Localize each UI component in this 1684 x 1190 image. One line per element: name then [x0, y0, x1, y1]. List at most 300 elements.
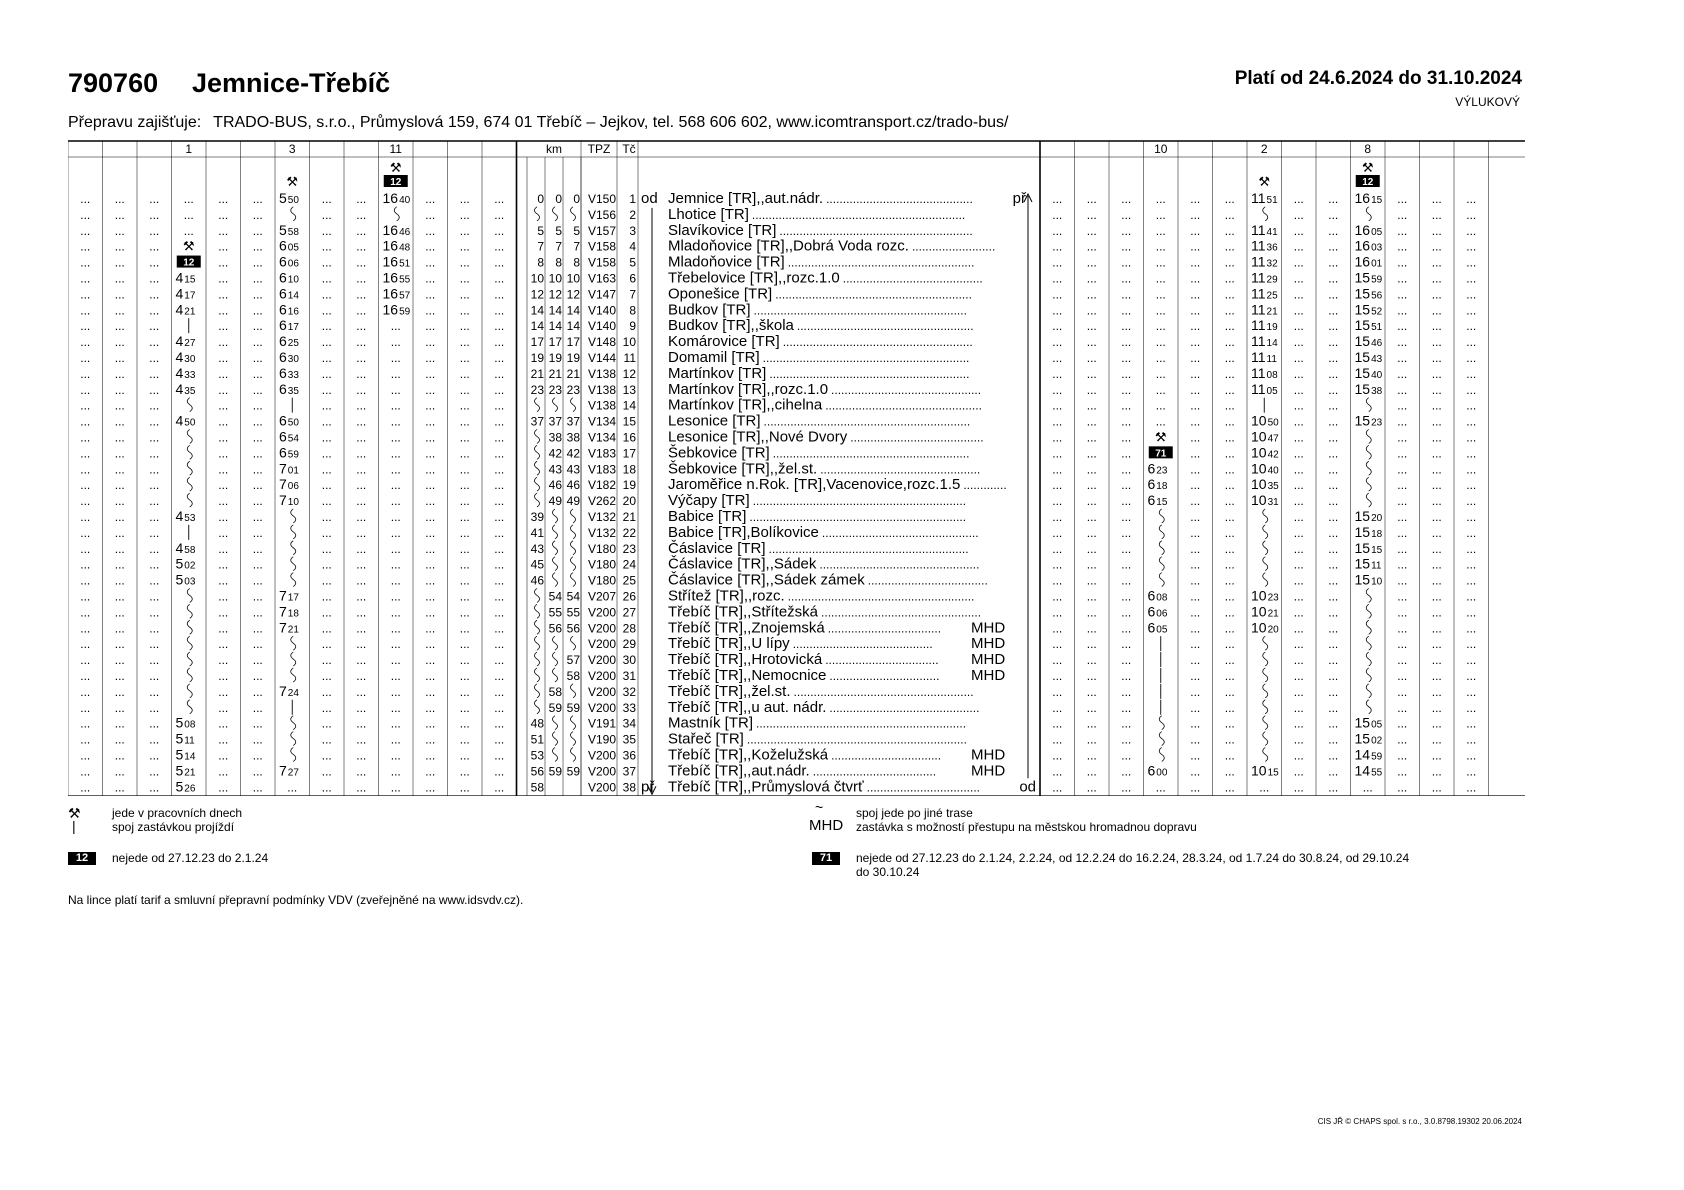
left-time-cell: ... [252, 700, 263, 715]
left-time-cell: ... [218, 716, 229, 731]
left-time-cell: ... [218, 668, 229, 683]
right-time-cell: ... [1052, 255, 1063, 270]
right-time-cell-other-route-icon [1263, 716, 1268, 730]
right-time-cell: ... [1431, 764, 1442, 779]
right-time-cell: ... [1121, 191, 1132, 206]
left-workdays-icon: ⚒ [182, 238, 195, 254]
left-time-cell: ... [149, 398, 160, 413]
leader-dots: .......................................................... [779, 223, 973, 238]
left-time-cell: ... [149, 287, 160, 302]
right-time-cell: ... [1190, 398, 1201, 413]
right-time-cell: ... [1086, 287, 1097, 302]
right-time-cell: ... [1293, 494, 1304, 509]
tpz-value: V182 [587, 478, 616, 493]
left-time-cell: ... [425, 653, 436, 668]
left-time-cell: ... [114, 366, 125, 381]
left-time-cell-other-route-icon [187, 700, 192, 714]
right-time-cell: ... [1121, 509, 1132, 524]
right-time-cell: ... [1224, 764, 1235, 779]
right-time-cell: ... [1224, 303, 1235, 318]
left-time-cell: 617 [279, 317, 299, 334]
left-time-cell: ... [80, 191, 91, 206]
right-time-cell-other-route-icon [1366, 477, 1371, 491]
left-time-cell: ... [252, 653, 263, 668]
right-time-cell: ... [1086, 573, 1097, 588]
right-time-cell: 1523 [1354, 412, 1383, 429]
left-time-cell: ... [321, 366, 332, 381]
left-time-cell: ... [149, 494, 160, 509]
right-time-cell: 1020 [1251, 619, 1279, 636]
right-time-cell: ... [1397, 653, 1408, 668]
tpz-value: V158 [587, 239, 616, 254]
left-trip-number: 11 [389, 142, 402, 156]
right-time-cell-other-route-icon [1159, 509, 1164, 523]
left-time-cell: 1648 [382, 237, 411, 254]
left-time-cell: ... [390, 446, 401, 461]
left-time-cell: ... [114, 239, 125, 254]
km-value: 43 [548, 462, 562, 477]
right-time-cell: ... [1190, 668, 1201, 683]
left-time-cell: ... [390, 541, 401, 556]
tpz-value: V148 [587, 335, 616, 350]
km-other-route-icon [571, 573, 576, 587]
right-time-cell: ... [1086, 700, 1097, 715]
stop-name: Martínkov [TR],,cihelna [668, 396, 823, 414]
legend-workdays: jede v pracovních dnech [112, 806, 243, 820]
tpz-value: V200 [587, 637, 616, 652]
right-time-cell: ... [1293, 303, 1304, 318]
km-other-route-icon [571, 207, 576, 221]
right-time-cell: ... [1397, 525, 1408, 540]
left-time-cell: ... [494, 335, 505, 350]
right-time-cell: ... [1293, 605, 1304, 620]
tpz-value: V200 [587, 668, 616, 683]
left-time-cell: ... [425, 589, 436, 604]
tpz-value: V158 [587, 255, 616, 270]
right-time-cell: ... [1121, 557, 1132, 572]
left-time-cell: 625 [279, 333, 299, 350]
left-time-cell: ... [356, 716, 367, 731]
km-value: 37 [548, 414, 562, 429]
tariff-note: Na lince platí tarif a smluvní přepravní podmínky VDV (zveřejněné na www.idsvdv.cz). [68, 893, 524, 907]
tpz-value: V200 [587, 700, 616, 715]
left-time-cell: ... [149, 573, 160, 588]
km-other-route-icon [535, 588, 540, 602]
tpz-value: V200 [587, 748, 616, 763]
right-time-cell: ... [1397, 668, 1408, 683]
stop-name: Třebelovice [TR],,rozc.1.0 [668, 269, 840, 287]
right-time-cell: ... [1052, 446, 1063, 461]
left-time-cell: ... [390, 430, 401, 445]
right-time-cell: 1023 [1251, 587, 1279, 604]
left-time-cell: ... [494, 303, 505, 318]
tc-value: 7 [629, 287, 636, 302]
right-time-cell: ... [1293, 350, 1304, 365]
leader-dots: ................................. [829, 668, 940, 683]
left-time-cell: ... [80, 716, 91, 731]
km-value: 21 [566, 366, 580, 381]
right-time-cell: ... [1466, 319, 1477, 334]
tc-value: 3 [629, 223, 636, 238]
right-time-cell: ... [1086, 430, 1097, 445]
left-note-badge-text: 12 [183, 257, 195, 269]
left-time-cell: ... [390, 478, 401, 493]
right-time-cell: ... [1466, 732, 1477, 747]
left-time-cell: ... [425, 509, 436, 524]
right-time-cell: ... [1328, 716, 1339, 731]
left-time-cell: ... [459, 605, 470, 620]
left-time-cell-other-route-icon [291, 573, 296, 587]
left-time-cell: ... [80, 732, 91, 747]
left-time-cell: ... [459, 382, 470, 397]
left-time-cell: ... [494, 478, 505, 493]
right-time-cell-other-route-icon [1263, 732, 1268, 746]
tc-value: 11 [623, 350, 636, 365]
tpz-value: V191 [587, 716, 616, 731]
left-time-cell: ... [321, 430, 332, 445]
left-time-cell: ... [252, 191, 263, 206]
left-time-cell: ... [114, 271, 125, 286]
tpz-value: V132 [587, 509, 616, 524]
left-time-cell: ... [218, 764, 229, 779]
right-time-cell: ... [1224, 191, 1235, 206]
leader-dots: .............................................................. [762, 350, 970, 365]
left-trip-number: 1 [185, 142, 193, 156]
right-time-cell: ... [1086, 494, 1097, 509]
right-time-cell: ... [1121, 446, 1132, 461]
left-time-cell: ... [252, 557, 263, 572]
left-time-cell: ... [80, 303, 91, 318]
right-time-cell: ... [1224, 653, 1235, 668]
stop-name: Střítež [TR],,rozc. [668, 587, 785, 605]
left-time-cell: 1640 [382, 189, 411, 206]
left-time-cell: 610 [279, 269, 299, 286]
tc-value: 4 [629, 239, 636, 254]
right-time-cell: ... [1431, 684, 1442, 699]
left-time-cell: ... [252, 494, 263, 509]
left-time-cell-other-route-icon [187, 620, 192, 634]
right-time-cell: 623 [1147, 460, 1168, 477]
left-time-cell: 605 [279, 237, 299, 254]
right-time-cell: ... [1397, 398, 1408, 413]
left-time-cell: ... [459, 541, 470, 556]
right-time-cell: ... [1328, 621, 1339, 636]
left-time-cell: 503 [175, 571, 196, 588]
left-time-cell: 701 [279, 460, 299, 477]
left-time-cell: ... [356, 478, 367, 493]
left-time-cell: 417 [175, 285, 196, 302]
leader-dots: ................................................................ [751, 207, 966, 222]
passes-icon: | [72, 818, 76, 834]
leader-dots: ............................................. [831, 382, 982, 397]
left-time-cell: ... [149, 525, 160, 540]
right-time-cell: ... [1052, 335, 1063, 350]
left-time-cell: 453 [175, 507, 196, 524]
left-time-cell: ... [149, 239, 160, 254]
left-time-cell: ... [425, 700, 436, 715]
mhd-label: MHD [971, 746, 1006, 764]
left-time-cell: ... [114, 319, 125, 334]
right-time-cell: ... [1052, 557, 1063, 572]
km-value: 42 [566, 446, 580, 461]
leader-dots: ............. [963, 478, 1007, 493]
leader-dots: ................................................................. [749, 509, 967, 524]
left-time-cell: ... [356, 764, 367, 779]
left-time-cell: ... [218, 239, 229, 254]
stop-name: Třebíč [TR],,Hrotovická [668, 651, 823, 669]
right-time-cell: ... [1052, 509, 1063, 524]
left-time-cell: ... [459, 430, 470, 445]
km-other-route-icon [535, 493, 540, 507]
km-other-route-icon [571, 525, 576, 539]
tpz-value: V140 [587, 303, 616, 318]
km-value: 12 [530, 287, 544, 302]
right-time-cell: ... [1155, 335, 1166, 350]
left-time-cell: ... [80, 287, 91, 302]
right-time-cell: ... [1052, 414, 1063, 429]
left-time-cell: ... [149, 271, 160, 286]
left-time-cell: 1657 [382, 285, 411, 302]
right-time-cell: ... [1466, 525, 1477, 540]
left-time-cell: ... [356, 191, 367, 206]
tc-value: 24 [622, 557, 636, 572]
left-time-cell: ... [252, 684, 263, 699]
left-time-cell: ... [425, 732, 436, 747]
tpz-value: V180 [587, 541, 616, 556]
left-time-cell: ... [218, 462, 229, 477]
km-value: 43 [566, 462, 580, 477]
left-time-cell: ... [390, 525, 401, 540]
tpz-value: V180 [587, 557, 616, 572]
left-time-cell: ... [459, 478, 470, 493]
left-time-cell: 1659 [382, 301, 411, 318]
left-time-cell: ... [459, 223, 470, 238]
right-time-cell: 1615 [1354, 189, 1383, 206]
leader-dots: ............................................... [825, 398, 982, 413]
right-time-cell: ... [1052, 191, 1063, 206]
right-time-cell: 1021 [1251, 603, 1279, 620]
leader-dots: .................................... [867, 573, 988, 588]
km-value: 56 [530, 764, 544, 779]
left-time-cell: ... [183, 191, 194, 206]
stop-name: Stařeč [TR] [668, 730, 744, 748]
km-other-route-icon [571, 636, 576, 650]
right-time-cell-other-route-icon [1263, 509, 1268, 523]
left-time-cell: ... [218, 430, 229, 445]
left-time-cell: ... [114, 287, 125, 302]
left-time-cell: ... [80, 573, 91, 588]
left-time-cell: ... [114, 255, 125, 270]
tpz-value: V138 [587, 398, 616, 413]
left-time-cell: ... [356, 589, 367, 604]
right-time-cell: ... [1293, 287, 1304, 302]
right-time-cell: 1559 [1354, 269, 1383, 286]
right-time-cell: ... [1224, 430, 1235, 445]
left-time-cell: ... [80, 621, 91, 636]
left-time-cell: ... [114, 668, 125, 683]
left-time-cell: ... [114, 700, 125, 715]
left-time-cell: ... [390, 494, 401, 509]
right-time-cell: 608 [1147, 587, 1168, 604]
left-time-cell-other-route-icon [291, 652, 296, 666]
right-time-cell: 1040 [1251, 460, 1279, 477]
left-time-cell: ... [390, 637, 401, 652]
km-other-route-icon [553, 732, 558, 746]
left-time-cell: ... [252, 319, 263, 334]
right-time-cell: ... [1293, 462, 1304, 477]
right-time-cell: ... [1190, 573, 1201, 588]
left-time-cell: ... [114, 350, 125, 365]
tpz-value: V138 [587, 366, 616, 381]
tc-value: 14 [622, 398, 636, 413]
left-time-cell: ... [459, 716, 470, 731]
right-time-cell-other-route-icon [1263, 747, 1268, 761]
left-time-cell: ... [494, 525, 505, 540]
legend-mhd: zastávka s možností přestupu na městskou hromadnou dopravu [856, 820, 1197, 834]
right-time-cell-other-route-icon [1263, 573, 1268, 587]
left-time-cell: ... [252, 366, 263, 381]
right-time-cell: ... [1121, 764, 1132, 779]
right-time-cell: ... [1362, 780, 1373, 795]
tpz-value: V132 [587, 525, 616, 540]
tc-value: 21 [622, 509, 636, 524]
right-time-cell: ... [1466, 637, 1477, 652]
right-time-cell: ... [1328, 732, 1339, 747]
right-time-cell: ... [1190, 430, 1201, 445]
left-time-cell: ... [218, 541, 229, 556]
left-time-cell: ... [114, 382, 125, 397]
left-time-cell: ... [80, 207, 91, 222]
left-time-cell: ... [494, 509, 505, 524]
left-time-cell: ... [390, 700, 401, 715]
left-time-cell: ... [356, 700, 367, 715]
tc-value: 18 [622, 462, 636, 477]
right-time-cell: 1031 [1251, 492, 1279, 509]
km-other-route-icon [535, 684, 540, 698]
left-time-cell: 650 [279, 412, 299, 429]
km-value: 55 [548, 605, 562, 620]
left-time-cell: ... [425, 382, 436, 397]
right-time-cell-other-route-icon [1366, 445, 1371, 459]
left-time-cell: ... [356, 668, 367, 683]
km-header: km [546, 142, 562, 156]
left-time-cell: ... [425, 764, 436, 779]
left-time-cell: ... [218, 335, 229, 350]
right-time-cell: ... [1052, 303, 1063, 318]
left-time-cell: ... [114, 446, 125, 461]
left-time-cell: 717 [279, 587, 299, 604]
right-time-cell-other-route-icon [1263, 525, 1268, 539]
km-other-route-icon [571, 398, 576, 412]
right-time-cell-other-route-icon [1366, 588, 1371, 602]
right-time-cell: ... [1431, 557, 1442, 572]
left-time-cell: ... [252, 335, 263, 350]
tc-value: 28 [622, 621, 636, 636]
leader-dots: .................................. [827, 621, 942, 636]
km-value: 12 [548, 287, 562, 302]
right-time-cell: ... [1052, 430, 1063, 445]
left-time-cell: 1651 [382, 253, 411, 270]
right-time-cell: ... [1052, 239, 1063, 254]
right-time-cell-other-route-icon [1159, 557, 1164, 571]
left-time-cell: ... [356, 430, 367, 445]
left-time-cell: ... [356, 271, 367, 286]
left-time-cell: 511 [175, 730, 195, 747]
right-time-cell-other-route-icon [1366, 652, 1371, 666]
right-time-cell-other-route-icon [1263, 541, 1268, 555]
right-time-cell: ... [1293, 271, 1304, 286]
right-time-cell: ... [1328, 557, 1339, 572]
left-time-cell-other-route-icon [291, 525, 296, 539]
right-time-cell: ... [1121, 287, 1132, 302]
right-time-cell: ... [1086, 207, 1097, 222]
right-time-cell: ... [1086, 350, 1097, 365]
km-value: 14 [548, 303, 562, 318]
left-time-cell: ... [390, 748, 401, 763]
left-time-cell: 633 [279, 364, 299, 381]
left-time-cell: ... [459, 637, 470, 652]
right-time-cell: ... [1466, 223, 1477, 238]
left-time-cell: ... [494, 732, 505, 747]
left-time-cell: ... [356, 557, 367, 572]
right-time-cell-other-route-icon [1159, 732, 1164, 746]
left-time-cell: ... [494, 589, 505, 604]
tpz-header: TPZ [587, 142, 611, 156]
left-time-cell: ... [425, 605, 436, 620]
right-time-cell: ... [1052, 573, 1063, 588]
left-time-cell: ... [425, 684, 436, 699]
right-time-cell: ... [1466, 414, 1477, 429]
km-other-route-icon [535, 652, 540, 666]
left-time-cell: 450 [175, 412, 196, 429]
stop-name: Třebíč [TR],,aut.nádr. [668, 762, 810, 780]
km-value: 45 [530, 557, 544, 572]
left-time-cell-other-route-icon [291, 207, 296, 221]
right-time-cell: ... [1466, 573, 1477, 588]
right-time-cell: ... [1052, 684, 1063, 699]
right-time-cell: ... [1190, 335, 1201, 350]
left-time-cell: ... [494, 414, 505, 429]
right-time-cell: ... [1466, 287, 1477, 302]
tpz-value: V190 [587, 732, 616, 747]
left-time-cell: 421 [175, 301, 196, 318]
left-time-cell: ... [114, 398, 125, 413]
right-time-cell-other-route-icon [1263, 652, 1268, 666]
left-time-cell: ... [459, 446, 470, 461]
left-time-cell: 724 [279, 682, 299, 699]
leader-dots: ................................................................ [753, 303, 967, 318]
tc-value: 16 [622, 430, 636, 445]
left-time-cell: ... [321, 573, 332, 588]
right-time-cell: ... [1086, 637, 1097, 652]
right-time-cell: ... [1224, 557, 1235, 572]
left-time-cell-other-route-icon [291, 636, 296, 650]
mhd-label: MHD [971, 762, 1006, 780]
right-time-cell: ... [1431, 319, 1442, 334]
tpz-value: V134 [587, 430, 616, 445]
km-value: 42 [548, 446, 562, 461]
right-time-cell: ... [1431, 398, 1442, 413]
right-time-cell: ... [1190, 462, 1201, 477]
left-time-cell: ... [252, 303, 263, 318]
left-time-cell-other-route-icon [291, 509, 296, 523]
right-time-cell: 1015 [1251, 762, 1279, 779]
left-time-cell: ... [459, 255, 470, 270]
right-time-cell: 1556 [1354, 285, 1383, 302]
right-time-cell: ... [1121, 366, 1132, 381]
km-value: 37 [530, 414, 544, 429]
right-time-cell: ... [1155, 382, 1166, 397]
